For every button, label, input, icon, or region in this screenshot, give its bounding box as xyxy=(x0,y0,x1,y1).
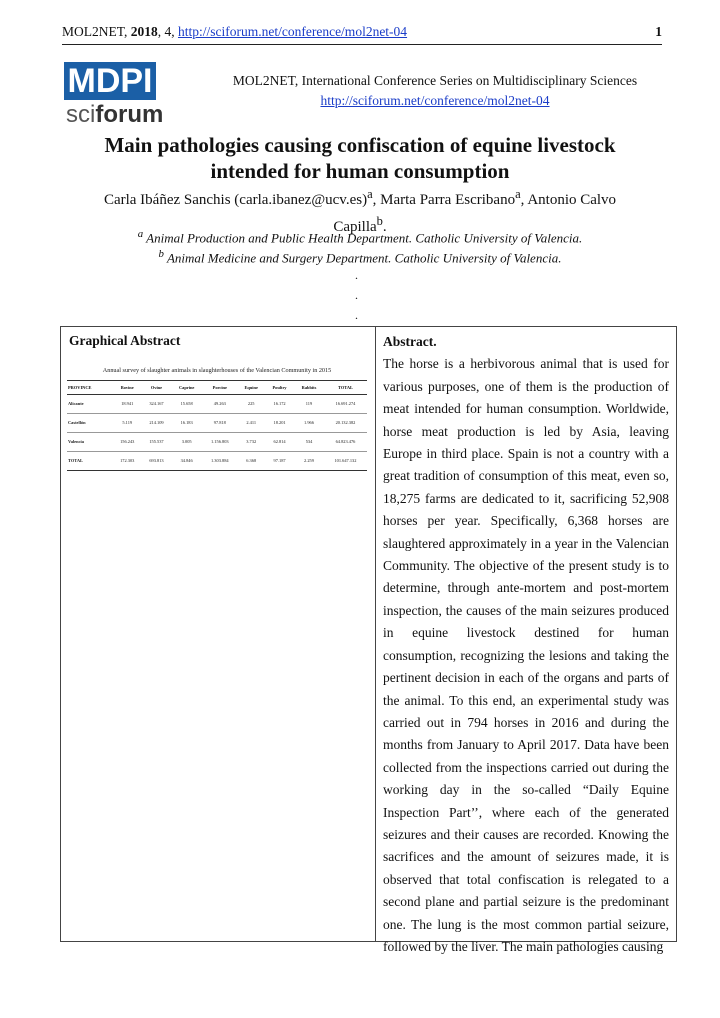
author-list: Carla Ibáñez Sanchis (carla.ibanez@ucv.es)$^a$, Marta Parra Escribano$^a$, Antonio Calvo Capilla$^b$. xyxy=(103,187,617,235)
table-header-cell: TOTAL xyxy=(324,381,367,395)
table-cell: 534 xyxy=(294,433,324,452)
author-3: , Antonio Calvo xyxy=(520,192,617,208)
journal-year: 2018 xyxy=(130,24,158,39)
author-2: , Marta Parra Escribano xyxy=(372,192,516,208)
table-header-cell: Ovine xyxy=(142,381,171,395)
column-divider xyxy=(375,327,376,941)
conference-info xyxy=(165,71,705,111)
table-cell: 1.966 xyxy=(294,414,324,433)
table-header-cell: Caprine xyxy=(171,381,202,395)
table-header-row xyxy=(67,381,367,395)
separator-dot: . xyxy=(355,268,358,282)
table-row xyxy=(67,395,367,414)
paper-title: Main pathologies causing confiscation of equine livestock intended for human consumption xyxy=(104,133,616,183)
table-cell: 16.691.274 xyxy=(324,395,367,414)
graphical-abstract-title: Graphical Abstract xyxy=(69,333,181,348)
table-cell: 214.109 xyxy=(142,414,171,433)
conference-url-link[interactable]: http://sciforum.net/conference/mol2net-04 xyxy=(320,93,550,108)
table-row xyxy=(67,414,367,433)
abstract-box xyxy=(60,326,677,954)
table-cell: 1.303.884 xyxy=(202,452,237,471)
separator-dot: . xyxy=(355,308,358,322)
table-cell: 34.846 xyxy=(171,452,202,471)
affiliation-a: $^a$ Animal Production and Public Health Department. Catholic University of Valencia. xyxy=(137,228,583,246)
table-cell: Alicante xyxy=(67,395,113,414)
table-cell: 172.303 xyxy=(113,452,142,471)
table-cell: 1.156.803 xyxy=(202,433,237,452)
table-row xyxy=(67,433,367,452)
journal-name: MOL2NET, xyxy=(62,24,128,39)
table-cell: 119 xyxy=(294,395,324,414)
abstract-heading: Abstract. xyxy=(383,334,437,349)
table-total-row xyxy=(67,452,367,471)
journal-citation xyxy=(62,24,407,40)
table-cell: 155.537 xyxy=(142,433,171,452)
mdpi-logo: MDPI xyxy=(64,62,156,100)
table-cell: 97.818 xyxy=(202,414,237,433)
table-cell: 18.941 xyxy=(113,395,142,414)
page-number: 1 xyxy=(655,24,662,39)
table-caption: Annual survey of slaughter animals in slaughterhouses of the Valencian Community in 2015 xyxy=(102,367,332,374)
abstract-text: The horse is a herbivorous animal that is used for various purposes, one of them is the production of meat intended for human consumption. Worldwide, horse meat production is led by Asia, leaving Europe in third place. Spain is not a country with a great tradition of consumption of this meat, even so, 18,275 farms are dedicated to it, sacrificing 52,908 horses per year. Specifically, 6,368 horses are slaughtered approximately in a year in the Valencian Community. The objective of the present study is to determine, through ante-mortem and post-mortem inspection, the causes of the main seizures produced in equine livestock destined for human consumption, recognizing the lesions and taking the pertinent decision in each of the organs and parts of the animal. To this end, an experimental study was carried out in 794 horses in 2016 and during the months from January to April 2017. Data have been collected from the inspections carried out during the working day in the so-called “Daily Equine Inspection Part’’, where each of the generated seizures and their causes are recorded. Knowing the sacrifices and the amount of seizures made, it is observed that total confiscation is relegated to a second plane and partial seizure is the predominant one. The lung is the most common partial seizure, followed by the liver. The main pathologies causing xyxy=(383,356,669,954)
table-cell: 5.119 xyxy=(113,414,142,433)
table-header-cell: Equine xyxy=(237,381,265,395)
table-cell: 64.823.476 xyxy=(324,433,367,452)
table-cell: Valencia xyxy=(67,433,113,452)
table-cell: 97.187 xyxy=(265,452,294,471)
conference-name: MOL2NET, International Conference Series on Multidisciplinary Sciences xyxy=(232,73,638,88)
table-header-cell: PROVINCE xyxy=(67,381,113,395)
running-header xyxy=(62,24,662,45)
table-cell: 225 xyxy=(237,395,265,414)
table-cell: 101.647.132 xyxy=(324,452,367,471)
table-cell: 16.183 xyxy=(171,414,202,433)
header-url-link[interactable]: http://sciforum.net/conference/mol2net-04 xyxy=(178,24,408,39)
table-cell: 62.814 xyxy=(265,433,294,452)
affiliation-b: $^b$ Animal Medicine and Surgery Department. Catholic University of Valencia. xyxy=(158,248,562,266)
table-cell: 49.263 xyxy=(202,395,237,414)
table-header-cell: Poultry xyxy=(265,381,294,395)
table-cell: 2.411 xyxy=(237,414,265,433)
table-cell: 693.813 xyxy=(142,452,171,471)
graphical-abstract-table xyxy=(67,367,367,471)
table-cell: 20.132.382 xyxy=(324,414,367,433)
author-1: Carla Ibáñez Sanchis (carla.ibanez@ucv.es) xyxy=(103,192,368,208)
sciforum-logo: sciforum xyxy=(66,101,164,128)
journal-volume: , 4, xyxy=(157,24,178,39)
table-cell: 18.201 xyxy=(265,414,294,433)
table-cell: TOTAL xyxy=(67,452,113,471)
table-cell: 3.005 xyxy=(171,433,202,452)
table-cell: 16.172 xyxy=(265,395,294,414)
table-header-cell: Bovine xyxy=(113,381,142,395)
table-header-cell: Porcine xyxy=(202,381,237,395)
table-cell: 2.259 xyxy=(294,452,324,471)
mdpi-sciforum-logo xyxy=(64,62,164,130)
table-cell: 324.167 xyxy=(142,395,171,414)
abstract-column xyxy=(383,331,669,958)
table-header-cell: Rabbits xyxy=(294,381,324,395)
slaughter-table xyxy=(67,380,367,471)
table-cell: 15.658 xyxy=(171,395,202,414)
separator-dot: . xyxy=(355,288,358,302)
table-cell: 6.368 xyxy=(237,452,265,471)
table-cell: Castellón xyxy=(67,414,113,433)
table-cell: 3.732 xyxy=(237,433,265,452)
table-cell: 156.243 xyxy=(113,433,142,452)
